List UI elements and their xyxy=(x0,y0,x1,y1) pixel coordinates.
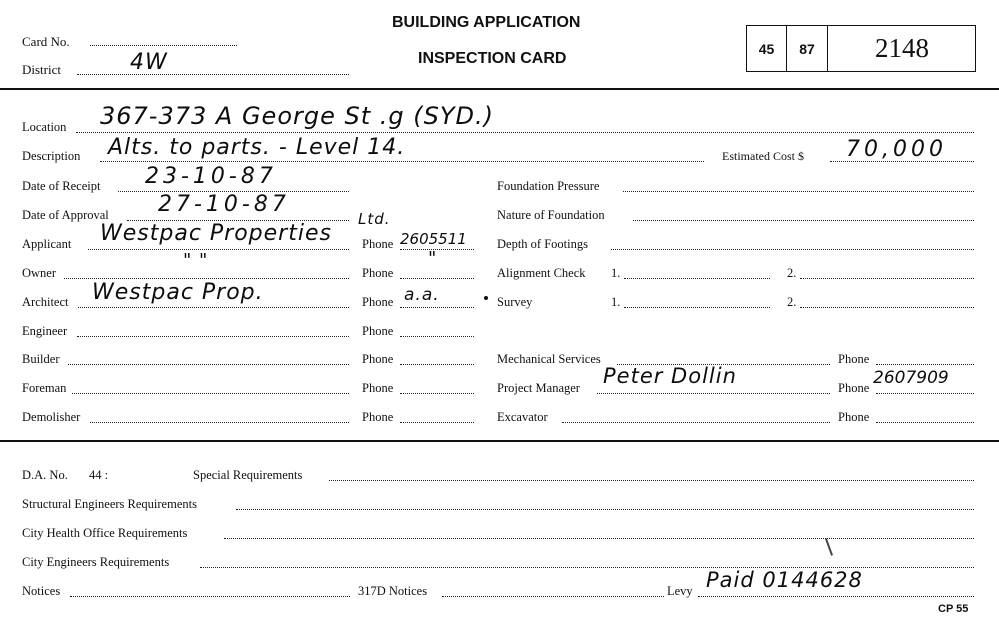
district-field xyxy=(77,74,349,75)
alignment-check-num-1: 1. xyxy=(611,266,621,280)
date-approval-value: 27-10-87 xyxy=(158,192,290,217)
estimated-cost-value: 70,000 xyxy=(846,137,947,162)
mechanical-phone-field xyxy=(876,364,974,365)
project-manager-field xyxy=(597,393,830,394)
levy-label: Levy xyxy=(667,584,693,598)
owner-phone-value: " xyxy=(428,248,438,269)
form-code: CP 55 xyxy=(938,603,969,615)
notices-317d-field xyxy=(442,596,664,597)
structural-requirements-label: Structural Engineers Requirements xyxy=(22,497,197,511)
engineer-label: Engineer xyxy=(22,324,68,338)
owner-phone-field xyxy=(400,278,474,279)
demolisher-field xyxy=(90,422,349,423)
builder-phone-field xyxy=(400,364,474,365)
location-label: Location xyxy=(22,120,67,134)
mechanical-label: Mechanical Services xyxy=(497,352,601,366)
card-number-year: 87 xyxy=(787,26,828,71)
survey-field-1 xyxy=(624,307,770,308)
date-receipt-value: 23-10-87 xyxy=(145,164,277,189)
city-health-requirements-field xyxy=(224,538,974,539)
ink-dot xyxy=(484,296,488,300)
notices-field xyxy=(70,596,350,597)
district-label: District xyxy=(22,62,61,77)
owner-phone-label: Phone xyxy=(362,266,394,280)
nature-foundation-label: Nature of Foundation xyxy=(497,208,605,222)
city-engineers-requirements-label: City Engineers Requirements xyxy=(22,555,170,569)
foreman-field xyxy=(72,393,349,394)
date-approval-label: Date of Approval xyxy=(22,208,109,222)
survey-num-2: 2. xyxy=(787,295,797,309)
special-requirements-field xyxy=(329,480,974,481)
applicant-phone-value: 2605511 xyxy=(400,230,467,248)
project-manager-phone-field xyxy=(876,393,974,394)
architect-phone-label: Phone xyxy=(362,295,394,309)
description-field xyxy=(100,161,704,162)
alignment-check-field-1 xyxy=(624,278,770,279)
depth-footings-label: Depth of Footings xyxy=(497,237,588,251)
builder-phone-label: Phone xyxy=(362,352,394,366)
description-value: Alts. to parts. - Level 14. xyxy=(108,135,406,160)
card-no-field xyxy=(90,45,237,46)
district-value: 4W xyxy=(130,50,168,75)
section-divider xyxy=(0,440,999,442)
project-manager-phone-value: 2607909 xyxy=(873,368,949,388)
foundation-pressure-label: Foundation Pressure xyxy=(497,179,600,193)
architect-label: Architect xyxy=(22,295,69,309)
project-manager-phone-label: Phone xyxy=(838,381,870,395)
project-manager-label: Project Manager xyxy=(497,381,580,395)
city-health-requirements-label: City Health Office Requirements xyxy=(22,526,188,540)
date-receipt-label: Date of Receipt xyxy=(22,179,101,193)
notices-317d-label: 317D Notices xyxy=(358,584,428,598)
foreman-label: Foreman xyxy=(22,381,67,395)
owner-value: " " xyxy=(183,250,209,271)
architect-field xyxy=(78,307,349,308)
special-requirements-label: Special Requirements xyxy=(193,468,303,482)
depth-footings-field xyxy=(611,249,974,250)
levy-field xyxy=(698,596,974,597)
applicant-value: Westpac Properties xyxy=(100,221,332,246)
foundation-pressure-field xyxy=(623,191,974,192)
demolisher-phone-label: Phone xyxy=(362,410,394,424)
notices-label: Notices xyxy=(22,584,61,598)
card-number-prefix: 45 xyxy=(747,26,787,71)
excavator-label: Excavator xyxy=(497,410,548,424)
excavator-field xyxy=(562,422,830,423)
excavator-phone-label: Phone xyxy=(838,410,870,424)
alignment-check-field-2 xyxy=(800,278,974,279)
engineer-phone-label: Phone xyxy=(362,324,394,338)
card-number-box xyxy=(746,25,976,72)
location-field xyxy=(76,132,974,133)
applicant-ltd: Ltd. xyxy=(358,210,391,228)
card-no-label: Card No. xyxy=(22,34,70,49)
alignment-check-num-2: 2. xyxy=(787,266,797,280)
da-no-label: D.A. No. xyxy=(22,468,68,482)
engineer-field xyxy=(77,336,349,337)
foreman-phone-field xyxy=(400,393,474,394)
applicant-phone-label: Phone xyxy=(362,237,394,251)
architect-phone-value: a.a. xyxy=(404,285,440,305)
applicant-field xyxy=(88,249,349,250)
survey-label: Survey xyxy=(497,295,533,309)
pen-mark xyxy=(825,538,833,556)
builder-field xyxy=(68,364,349,365)
levy-value: Paid 0144628 xyxy=(706,568,863,592)
card-number: 2148 xyxy=(875,33,929,63)
description-label: Description xyxy=(22,149,81,163)
nature-foundation-field xyxy=(633,220,974,221)
structural-requirements-field xyxy=(236,509,974,510)
owner-field xyxy=(64,278,349,279)
architect-value: Westpac Prop. xyxy=(92,280,264,305)
engineer-phone-field xyxy=(400,336,474,337)
excavator-phone-field xyxy=(876,422,974,423)
demolisher-label: Demolisher xyxy=(22,410,81,424)
alignment-check-label: Alignment Check xyxy=(497,266,586,280)
project-manager-value: Peter Dollin xyxy=(603,364,737,388)
architect-phone-field xyxy=(400,307,474,308)
estimated-cost-label: Estimated Cost $ xyxy=(722,149,804,163)
owner-label: Owner xyxy=(22,266,57,280)
mechanical-phone-label: Phone xyxy=(838,352,870,366)
foreman-phone-label: Phone xyxy=(362,381,394,395)
demolisher-phone-field xyxy=(400,422,474,423)
applicant-label: Applicant xyxy=(22,237,72,251)
card-title-line1: BUILDING APPLICATION xyxy=(392,14,581,31)
da-no-value: 44 : xyxy=(89,468,109,482)
survey-field-2 xyxy=(800,307,974,308)
survey-num-1: 1. xyxy=(611,295,621,309)
location-value: 367-373 A George St .g (SYD.) xyxy=(100,102,494,130)
builder-label: Builder xyxy=(22,352,60,366)
card-title-line2: INSPECTION CARD xyxy=(418,50,567,67)
header-divider xyxy=(0,88,999,90)
